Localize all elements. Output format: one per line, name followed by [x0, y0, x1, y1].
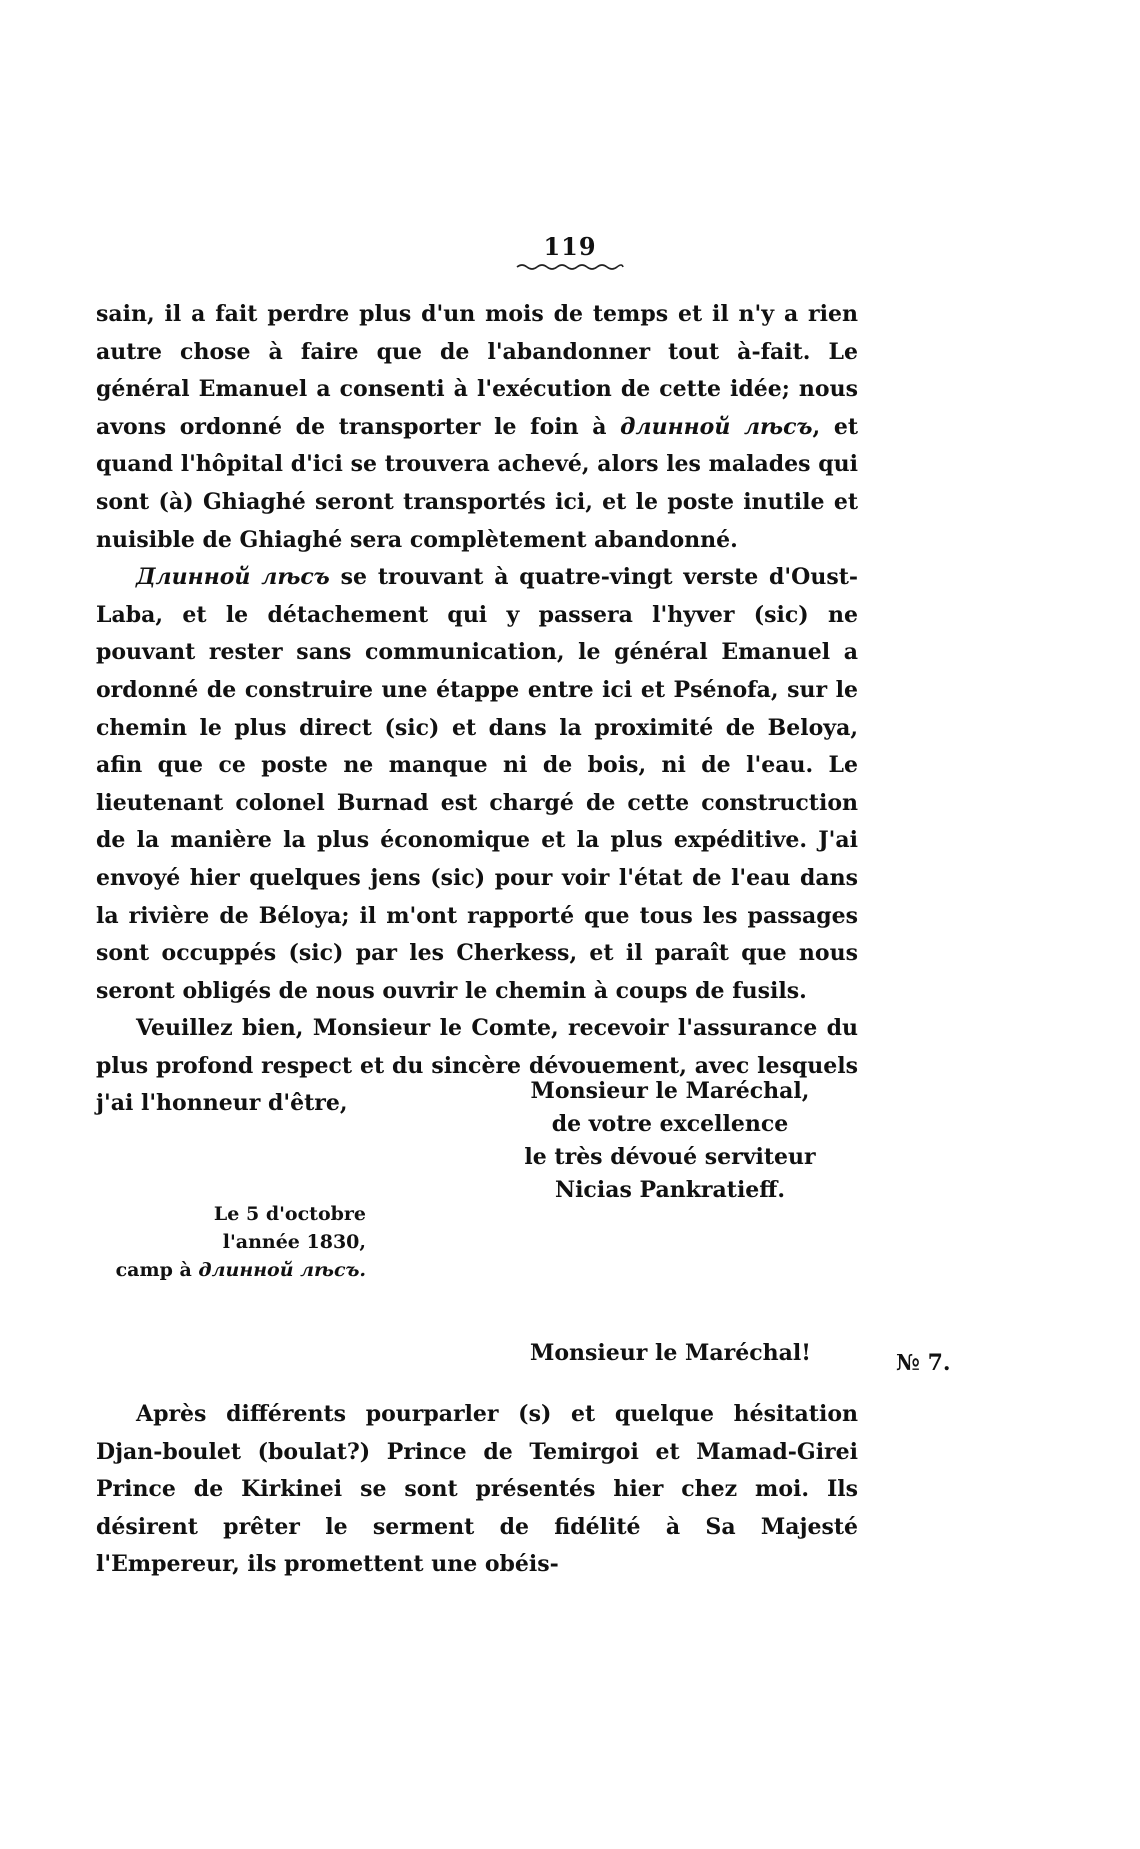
page-number [0, 232, 1140, 271]
salutation: Monsieur le Maréchal! [530, 1340, 811, 1366]
paragraph-1 [96, 296, 858, 559]
dateline-line: Le 5 d'octobre [213, 1203, 366, 1225]
closing-line: le très dévoué serviteur [524, 1144, 816, 1170]
closing-line: de votre excellence [551, 1111, 789, 1137]
closing-line: Monsieur le Maréchal, [530, 1078, 810, 1104]
text-run: Veuillez bien, Monsieur le Comte, recevoir l'assurance du plus profond respect et du sincère dévouement, avec lesquels j'ai l'honneur d'être, [96, 1015, 858, 1117]
dateline [96, 1200, 396, 1284]
wavy-rule [515, 263, 625, 271]
text-run: , et quand l'hôpital d'ici se trouvera achevé, alors les malades qui sont (à) Ghiaghé seront transportés ici, et le poste inutile et nuisible de Ghiaghé sera complètement abandonné. [96, 413, 859, 553]
signature-block [500, 1075, 840, 1207]
letter-body-2 [96, 1396, 858, 1584]
text-run: camp à [115, 1259, 199, 1281]
page-number-text: 119 [543, 232, 597, 261]
letter-body [96, 296, 858, 1123]
text-run: sain, il a fait perdre plus d'un mois de temps et il n'y a rien autre chose à faire que de l'abandonner tout à-fait. Le général Emanuel a consenti à l'exécution de cette idée; nous avons ordonné de transporter le foin à [96, 301, 858, 440]
document-number: № 7. [896, 1350, 951, 1376]
cyrillic-place-name: длинной лѣсъ [620, 413, 813, 440]
text-run: se trouvant à quatre-vingt verste d'Oust-Laba, et le détachement qui y passera l'hyver (sic) ne pouvant rester sans communication, le général Emanuel a ordonné de construire une étappe entre ici et Psénofa, sur le chemin le plus direct (sic) et dans la proximité de Beloya, afin que ce poste ne manque ni de bois, ni de l'eau. Le lieutenant colonel Burnad est chargé de cette construction de la manière la plus économique et la plus expéditive. J'ai envoyé hier quelques jens (sic) pour voir l'état de l'eau dans la rivière de Béloya; il m'ont rapporté que tous les passages sont occuppés (sic) par les Cherkess, et il paraît que nous seront obligés de nous ouvrir le chemin à coups de fusils. [96, 564, 858, 1004]
dateline-line: l'année 1830, [222, 1231, 366, 1253]
signature-name: Nicias Pankratieff. [554, 1177, 786, 1203]
cyrillic-place-name: Длинной лѣсъ [136, 564, 330, 591]
paragraph-2 [96, 559, 858, 1010]
cyrillic-place-name: длинной лѣсъ. [198, 1259, 366, 1281]
paragraph-4: Après différents pourparler (s) et quelque hésitation Djan-boulet (boulat?) Prince de Temirgoi et Mamad-Girei Prince de Kirkinei se sont présentés hier chez moi. Ils désirent prêter le serment de fidélité à Sa Majesté l'Empereur, ils promettent une obéis- [96, 1401, 858, 1578]
dateline-line [96, 1256, 366, 1284]
